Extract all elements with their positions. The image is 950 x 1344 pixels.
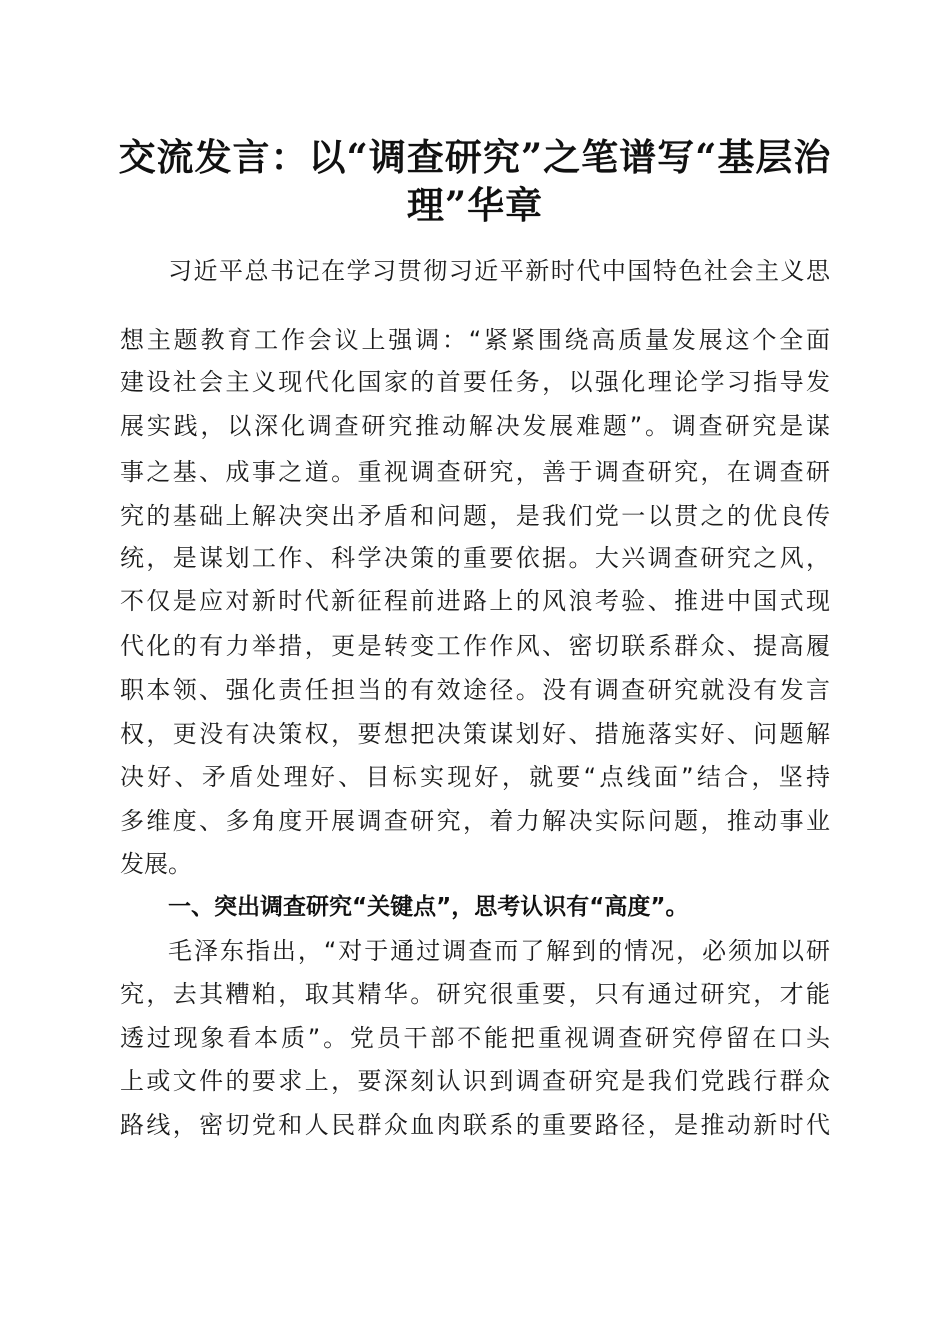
paragraph-1-line: 习近平总书记在学习贯彻习近平新时代中国特色社会主义思 [168, 257, 830, 285]
paragraph-1-line: 发展。 [120, 850, 192, 878]
paragraph-2-line: 透过现象看本质”。党员干部不能把重视调查研究停留在口头 [120, 1024, 830, 1052]
document-title: 交流发言：以“调查研究”之笔谱写“基层治理”华章 [118, 135, 832, 227]
paragraph-1-line: 建设社会主义现代化国家的首要任务，以强化理论学习指导发 [120, 368, 830, 396]
paragraph-2-line: 究，去其糟粕，取其精华。研究很重要，只有通过研究，才能 [120, 980, 830, 1008]
paragraph-2-line: 路线，密切党和人民群众血肉联系的重要路径，是推动新时代 [120, 1111, 830, 1139]
paragraph-2-line: 上或文件的要求上，要深刻认识到调查研究是我们党践行群众 [120, 1067, 830, 1095]
paragraph-1-line: 不仅是应对新时代新征程前进路上的风浪考验、推进中国式现 [120, 587, 830, 615]
section-1-heading: 一、突出调查研究“关键点”，思考认识有“高度”。 [168, 894, 689, 920]
paragraph-1-line: 展实践，以深化调查研究推动解决发展难题”。调查研究是谋 [120, 412, 830, 440]
paragraph-1-line: 决好、矛盾处理好、目标实现好，就要“点线面”结合，坚持 [120, 763, 830, 791]
paragraph-1-line: 事之基、成事之道。重视调查研究，善于调查研究，在调查研 [120, 458, 830, 486]
paragraph-1-line: 职本领、强化责任担当的有效途径。没有调查研究就没有发言 [120, 676, 830, 704]
paragraph-1-line: 权，更没有决策权，要想把决策谋划好、措施落实好、问题解 [120, 720, 830, 748]
paragraph-2-line: 毛泽东指出，“对于通过调查而了解到的情况，必须加以研 [168, 937, 830, 965]
paragraph-1-line: 统，是谋划工作、科学决策的重要依据。大兴调查研究之风， [120, 544, 830, 572]
paragraph-1-line: 代化的有力举措，更是转变工作作风、密切联系群众、提高履 [120, 632, 830, 660]
paragraph-1-line: 多维度、多角度开展调查研究，着力解决实际问题，推动事业 [120, 807, 830, 835]
paragraph-1-line: 究的基础上解决突出矛盾和问题，是我们党一以贯之的优良传 [120, 502, 830, 530]
paragraph-1-line: 想主题教育工作会议上强调：“紧紧围绕高质量发展这个全面 [120, 326, 830, 354]
